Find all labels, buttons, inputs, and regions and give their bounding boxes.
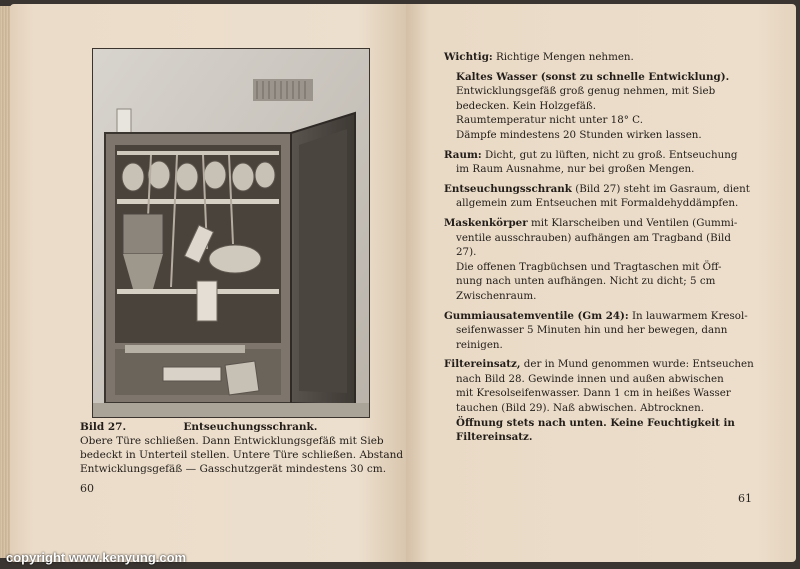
paragraph-text: ventile ausschrauben) aufhängen am Tragband (Bild 27). [456,231,731,259]
paragraph-text: Filtereinsatz. [456,431,533,444]
paragraph-text: nach Bild 28. Gewinde innen und außen abwischen [456,372,724,385]
left-page-number: 60 [80,482,94,495]
cabinet-illustration [93,49,369,417]
caption-line: bedeckt in Unterteil stellen. Untere Türe schließen. Abstand [80,449,404,461]
paragraph-text: Dicht, gut zu lüften, nicht zu groß. Entseuchung [484,148,738,161]
paragraph-text: im Raum Ausnahme, nur bei großen Mengen. [456,163,695,176]
paragraph-label: Entseuchungsschrank [444,182,572,195]
paragraph-text: Richtige Mengen nehmen. [496,51,634,63]
copyright-watermark: copyright www.kenyung.com [6,550,187,565]
caption-line: Obere Türe schließen. Dann Entwicklungsgefäß mit Sieb [80,435,384,447]
paragraph-text: In lauwarmem Kresol- [631,309,748,322]
paragraph-text: Öffnung stets nach unten. Keine Feuchtigkeit in [456,416,735,429]
figure-title: Entseuchungsschrank. [183,421,318,433]
paragraph-line: Entwicklungsgefäß groß genug nehmen, mit Sieb [456,85,716,98]
caption-heading [80,420,380,434]
paragraph-text: nung nach unten aufhängen. Nicht zu dicht; 5 cm [456,275,716,288]
paragraph-label: Wichtig: [444,51,493,63]
paragraph-text: mit Kresolseifenwasser. Dann 1 cm in heißes Wasser [456,387,731,400]
figure-caption [80,420,404,476]
paragraph-maskenkoerper [444,216,754,304]
paragraph-text: der in Mund genommen wurde: Entseuchen [523,358,754,371]
paragraph-entseuchungsschrank [444,182,754,211]
paragraph-text: tauchen (Bild 29). Naß abwischen. Abtrocknen. [456,402,705,415]
paragraph-text: Die offenen Tragbüchsen und Tragtaschen mit Öff- [456,260,722,273]
right-page-text [444,50,754,450]
paragraph-wichtig [444,50,754,65]
paragraph-line: bedecken. Kein Holzgefäß. [456,99,597,112]
paragraph-rules [444,70,754,143]
paragraph-line: Raumtemperatur nicht unter 18° C. [456,114,643,127]
paragraph-text: seifenwasser 5 Minuten hin und her bewegen, dann [456,324,728,337]
paragraph-gummiausatemventile [444,309,754,353]
paragraph-line: Kaltes Wasser (sonst zu schnelle Entwicklung). [456,70,730,83]
paragraph-text: Zwischenraum. [456,289,537,302]
paragraph-label: Gummiausatemventile (Gm 24): [444,309,629,322]
paragraph-label: Maskenkörper [444,216,528,229]
paragraph-line: Dämpfe mindestens 20 Stunden wirken lassen. [456,128,702,141]
caption-line: Entwicklungsgefäß — Gasschutzgerät mindestens 30 cm. [80,463,387,475]
paragraph-text: reinigen. [456,338,503,351]
paragraph-filtereinsatz [444,357,754,445]
paragraph-raum [444,148,754,177]
paragraph-text: mit Klarscheiben und Ventilen (Gummi- [530,216,738,229]
paragraph-label: Raum: [444,148,482,161]
paragraph-text: allgemein zum Entseuchen mit Formaldehyddämpfen. [456,197,739,210]
paragraph-label: Filtereinsatz, [444,358,521,371]
right-page-number: 61 [738,492,752,505]
figure-number: Bild 27. [80,421,127,433]
paragraph-text: (Bild 27) steht im Gasraum, dient [575,182,750,195]
figure-photo-disinfection-cabinet [92,48,370,418]
